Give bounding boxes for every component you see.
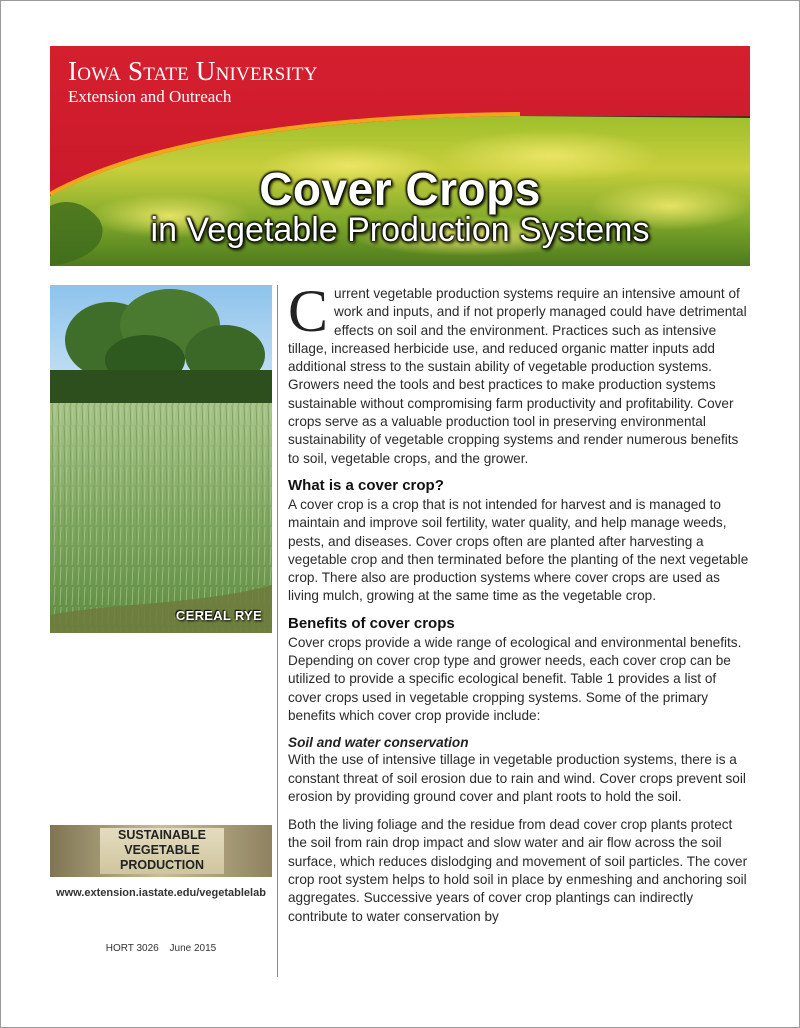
section-heading-benefits: Benefits of cover crops [288, 614, 455, 632]
section-benefits-text: Cover crops provide a wide range of ecological and environmental benefits. Depending on cover crop type and grower needs, each cover crop can be utilized to provide a specific ecological benefit. Table 1 provides a list of cover crops used in vegetable cropping systems. Some of the primary benefits which cover crop provide include: [288, 634, 742, 723]
badge-line-3: PRODUCTION [119, 858, 205, 872]
subsection-heading-soil-water: Soil and water conservation [288, 735, 469, 751]
extension-url-link[interactable]: www.extension.iastate.edu/vegetablelab [56, 887, 266, 899]
sustainable-vegetable-production-badge [50, 825, 272, 877]
intro-text: urrent vegetable production systems require an intensive amount of work and inputs, and if not properly managed could have detrimental effects on soil and the environment. Practices such as intensive tillage, increased herbicide use, and reduced organic matter inputs add additional stress to the sustain ability of vegetable production systems. Growers need the tools and best practices to make production systems sustainable without compromising farm productivity and profitability. Cover crops serve as a valuable production tool in preserving environmental sustainability of vegetable cropping systems and render numerous benefits to soil, vegetable crops, and the grower. [288, 286, 747, 466]
badge-line-2: VEGETABLE [124, 843, 200, 857]
extension-subtitle: Extension and Outreach [68, 87, 232, 106]
document-subtitle: in Vegetable Production Systems [150, 211, 650, 249]
drop-cap: C [288, 278, 329, 344]
badge-label [100, 828, 224, 874]
badge-line-1: SUSTAINABLE [118, 828, 206, 842]
photo-caption: CEREAL RYE [175, 608, 262, 623]
soil-water-paragraph-1: With the use of intensive tillage in vegetable production systems, there is a constant threat of soil erosion due to rain and wind. Cover crops prevent soil erosion by providing ground cover and plant roots to hold the soil. [288, 752, 746, 804]
column-divider [277, 285, 278, 977]
publication-date: June 2015 [169, 943, 217, 954]
cereal-rye-photo [50, 285, 272, 633]
section-what-is-text: A cover crop is a crop that is not intended for harvest and is managed to maintain and improve soil fertility, water quality, and help manage weeds, pests, and diseases. Cover crops often are planted after harvesting a vegetable crop and then terminated before the planting of the next vegetable crop. There also are production systems where cover crops are used as living mulch, growing at the same time as the vegetable crop. [288, 496, 749, 604]
university-name: Iowa State University [68, 56, 318, 86]
intro-paragraph [288, 278, 750, 468]
header-banner [50, 46, 750, 266]
article-body [288, 278, 750, 926]
soil-water-paragraph-2: Both the living foliage and the residue from dead cover crop plants protect the soil from rain drop impact and slow water and air flow across the soil surface, which reduces dislodging and movement of soil particles. The cover crop root system helps to hold soil in place by enmeshing and anchoring soil aggregates. Successive years of cover crop plantings can indirectly contribute to water conservation by [288, 817, 748, 924]
section-heading-what-is: What is a cover crop? [288, 476, 444, 494]
publication-code: HORT 3026 [105, 943, 159, 954]
document-title: Cover Crops [259, 163, 541, 215]
publication-info [50, 943, 272, 954]
rye-field-illustration [50, 285, 272, 633]
